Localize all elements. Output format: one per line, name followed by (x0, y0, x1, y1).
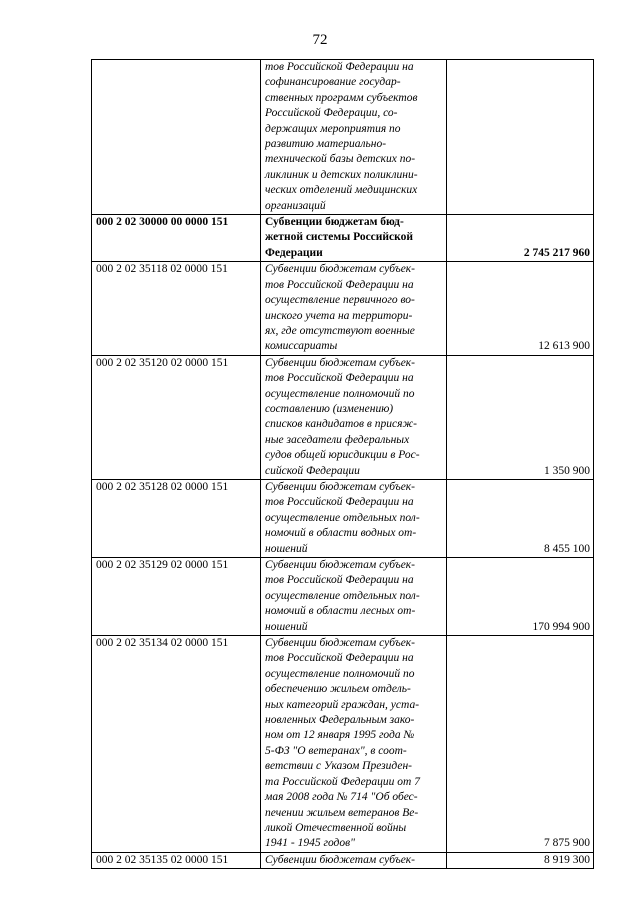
revenue-name-line: держащих мероприятия по (265, 122, 401, 135)
revenue-name-line: осуществление первичного во- (265, 294, 415, 307)
table-row (92, 355, 594, 479)
revenue-name-line: списков кандидатов в присяж- (265, 418, 417, 431)
amount-cell: 12 613 900 (447, 262, 594, 355)
revenue-name-line: ношений (265, 542, 308, 555)
revenue-name-line: Федерации (265, 246, 323, 259)
revenue-name-line: софинансирование государ- (265, 76, 401, 89)
revenue-code-cell: 000 2 02 35118 02 0000 151 (92, 262, 261, 355)
revenue-name-line: тов Российской Федерации на (265, 496, 414, 509)
revenue-name-line: ных категорий граждан, уста- (265, 698, 420, 711)
amount-cell: 2 745 217 960 (447, 215, 594, 262)
revenue-code-cell: 000 2 02 35134 02 0000 151 (92, 636, 261, 853)
revenue-name-line: осуществление отдельных пол- (265, 511, 420, 524)
revenue-name-cell (261, 636, 447, 853)
revenue-name-cell (261, 852, 447, 868)
revenue-name-cell (261, 355, 447, 479)
amount-cell: 170 994 900 (447, 558, 594, 636)
revenue-name-line: тов Российской Федерации на (265, 278, 414, 291)
revenue-name-line: Субвенции бюджетам субъек- (265, 263, 416, 276)
revenue-name-line: ные заседатели федеральных (265, 433, 410, 446)
table-row (92, 215, 594, 262)
revenue-name-line: инского учета на территори- (265, 309, 413, 322)
revenue-name-line: Субвенции бюджетам субъек- (265, 637, 416, 650)
table-row (92, 479, 594, 557)
table-row (92, 636, 594, 853)
revenue-name-line: номочий в области водных от- (265, 527, 417, 540)
revenue-code-cell: 000 2 02 35129 02 0000 151 (92, 558, 261, 636)
revenue-name-line: ликлиник и детских поликлини- (265, 168, 418, 181)
revenue-code-cell (92, 60, 261, 215)
revenue-name-line: судов общей юрисдикции в Рос- (265, 449, 420, 462)
revenue-name-line: мая 2008 года № 714 "Об обес- (265, 791, 418, 804)
table-row (92, 262, 594, 355)
revenue-name-cell (261, 479, 447, 557)
revenue-name-line: ликой Отечественной войны (265, 821, 407, 834)
revenue-name-line: ях, где отсутствуют военные (265, 324, 415, 337)
revenue-name-line: тов Российской Федерации на (265, 61, 414, 73)
revenue-name-line: 1941 - 1945 годов" (265, 837, 355, 850)
revenue-name-cell (261, 262, 447, 355)
revenue-name-line: Субвенции бюджетам бюд- (265, 216, 404, 229)
revenue-name-line: номочий в области лесных от- (265, 605, 416, 618)
table-row (92, 60, 594, 215)
revenue-name-line: ственных программ субъектов (265, 91, 418, 104)
revenue-name-line: та Российской Федерации от 7 (265, 775, 420, 788)
revenue-name-line: Субвенции бюджетам субъек- (265, 559, 416, 571)
budget-revenue-table (91, 59, 594, 869)
revenue-name-line: ческих отделений медицинских (265, 184, 418, 197)
revenue-name-line: развитию материально- (265, 138, 387, 151)
revenue-code-cell: 000 2 02 35120 02 0000 151 (92, 355, 261, 479)
revenue-name-line: новленных Федеральным зако- (265, 714, 415, 727)
revenue-name-line: печении жильем ветеранов Ве- (265, 806, 419, 819)
revenue-name-line: осуществление полномочий по (265, 387, 415, 400)
table-body (92, 60, 594, 869)
revenue-name-line: Субвенции бюджетам субъек- (265, 853, 416, 866)
revenue-name-line: 5-ФЗ "О ветеранах", в соот- (265, 744, 407, 757)
revenue-code-cell: 000 2 02 30000 00 0000 151 (92, 215, 261, 262)
revenue-code-cell: 000 2 02 35135 02 0000 151 (92, 852, 261, 868)
revenue-name-line: ветствии с Указом Президен- (265, 760, 413, 773)
revenue-name-line: Субвенции бюджетам субъек- (265, 480, 416, 493)
revenue-name-cell (261, 215, 447, 262)
revenue-name-cell (261, 558, 447, 636)
revenue-name-line: осуществление полномочий по (265, 667, 415, 680)
amount-cell (447, 60, 594, 215)
revenue-name-line: комиссариаты (265, 340, 338, 353)
revenue-name-line: ношений (265, 620, 308, 633)
table-row (92, 852, 594, 868)
revenue-name-line: обеспечению жильем отдель- (265, 683, 411, 696)
amount-cell: 7 875 900 (447, 636, 594, 853)
revenue-name-line: жетной системы Российской (265, 231, 413, 244)
revenue-name-line: сийской Федерации (265, 464, 360, 477)
page-number: 72 (312, 32, 328, 48)
revenue-name-line: организаций (265, 199, 326, 212)
revenue-name-line: составлению (изменению) (265, 402, 394, 415)
amount-cell: 8 455 100 (447, 479, 594, 557)
revenue-name-line: ном от 12 января 1995 года № (265, 729, 415, 742)
revenue-name-line: тов Российской Федерации на (265, 372, 414, 385)
revenue-code-cell: 000 2 02 35128 02 0000 151 (92, 479, 261, 557)
revenue-name-line: тов Российской Федерации на (265, 652, 414, 665)
revenue-name-cell (261, 60, 447, 215)
amount-cell: 1 350 900 (447, 355, 594, 479)
revenue-name-line: Субвенции бюджетам субъек- (265, 356, 416, 369)
revenue-name-line: Российской Федерации, со- (265, 107, 398, 120)
table-row (92, 558, 594, 636)
amount-cell: 8 919 300 (447, 852, 594, 868)
revenue-name-line: технической базы детских по- (265, 153, 416, 166)
revenue-name-line: осуществление отдельных пол- (265, 589, 420, 602)
revenue-name-line: тов Российской Федерации на (265, 574, 414, 587)
